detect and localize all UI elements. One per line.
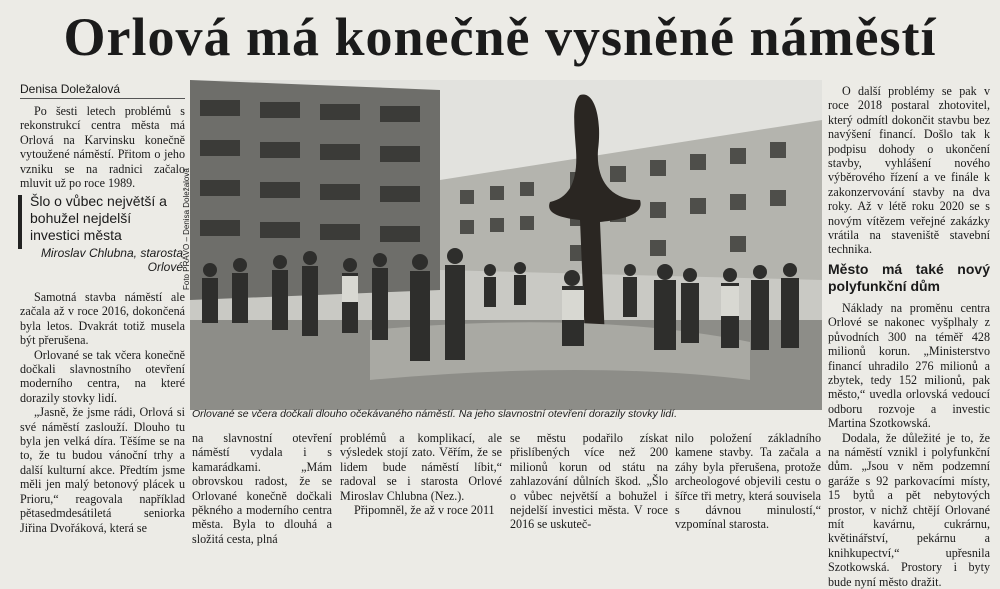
column-4 (510, 431, 668, 532)
lead-text: Po šesti letech problémů s rekonstrukcí centra města má Orlová na Karvinsku konečně vytoužené náměstí. Přitom o jeho vzniku se na radnici začalo mluvit už po roce 1989. (20, 104, 185, 191)
quote-bar (18, 195, 22, 249)
paragraph: Dodala, že důležité je to, že na náměstí vznikl i polyfunkční dům. „Jsou v něm podzemní garáže s 92 parkovacími místy, 15 bytů a pět nebytových prostor, v nichž chtějí Orlované mít kavárnu, cukrárnu, květinářství, pekárnu a knihkupectví,“ upřesnila Szotkowská. Prostory i byty bude nyní město dražit. (828, 430, 990, 589)
paragraph: Samotná stavba náměstí ale začala až v roce 2016, dokončená byla letos. Dvakrát totiž musela být přerušena. (20, 290, 185, 348)
paragraph: O další problémy se pak v roce 2018 postaral zhotovitel, který odmítl dokončit stavbu bez navýšení financí. Došlo tak k podpisu dohody o ukončení stavby, vyhlášení nového výběrového řízení a ve finále k zakonzervování stavby na dva roky. Až v létě roku 2020 se s novým vítězem veřejné zakázky vrátila na staveniště stavební technika. (828, 84, 990, 257)
article-headline: Orlová má konečně vysněné náměstí (63, 7, 937, 67)
photo-caption: Orlované se včera dočkali dlouho očekávaného náměstí. Na jeho slavnostní otevření dorazily stovky lidí. (192, 408, 678, 420)
column-3 (340, 431, 502, 517)
column-5 (675, 431, 821, 532)
paragraph: nilo položení základního kamene stavby. Ta začala a záhy byla přerušena, protože archeologové objevili cestu o šířce tři metry, která souvisela s dávnou minulostí,“ vzpomínal starosta. (675, 431, 821, 532)
quote-text: Šlo o vůbec největší a bohužel nejdelší investici města (30, 193, 167, 243)
lead-paragraph (20, 104, 185, 190)
article-photo (190, 80, 822, 410)
photo-credit: Foto PRÁVO – Denisa Doležalová (182, 168, 191, 290)
paragraph: Připomněl, že až v roce 2011 (354, 503, 495, 518)
paragraph: na slavnostní otevření náměstí vydala i s kamarádkami. „Mám obrovskou radost, že se Orlované konečně dočkali pěkného a moderního centra města. Byla to dlouhá a složitá cesta, plná (192, 431, 332, 546)
column-6 (828, 84, 990, 589)
paragraph: „Jasně, že jsme rádi, Orlová si své náměstí zaslouží. Dlouho tu byla jen velká díra. Těšíme se na to, že tu budou vánoční trhy a další kulturní akce. Předtím jsme měli jen malý betonový plácek u Prioru,“ reagovala například pětasedmdesátiletá seniorka Jiřina Dvořáková, která se (20, 405, 185, 535)
pull-quote (18, 193, 183, 274)
subheading: Město má také nový polyfunkční dům (828, 260, 990, 294)
paragraph: problémů a komplikací, ale výsledek stojí zato. Věřím, že se lidem bude náměstí líbit,“ radoval se i starosta Orlové Miroslav Chlubna (Nez.). (340, 431, 502, 503)
paragraph: se městu podařilo získat přislíbených více než 200 milionů korun od státu na zahlazování důlních škod. „Šlo o vůbec největší a bohužel i nejdelší investici města. V roce 2016 se uskuteč- (510, 431, 668, 532)
column-1 (20, 290, 185, 535)
column-2 (192, 431, 332, 546)
paragraph: Orlované se tak včera konečně dočkali slavnostního otevření moderního centra, na které dorazily stovky lidí. (20, 347, 185, 405)
byline-rule (20, 98, 185, 99)
town-square-photo (190, 80, 822, 410)
byline: Denisa Doležalová (20, 82, 121, 96)
paragraph: Náklady na proměnu centra Orlové se nakonec vyšplhaly z původních 300 na téměř 428 milionů korun. „Ministerstvo financí uhradilo 276 milionů a zbytek, tedy 152 milionů, pak město,“ uvedla orlovská vedoucí odboru rozvoje a investic Martina Szotkowská. (828, 300, 990, 431)
quote-author: Miroslav Chlubna, starosta Orlové (40, 246, 183, 274)
